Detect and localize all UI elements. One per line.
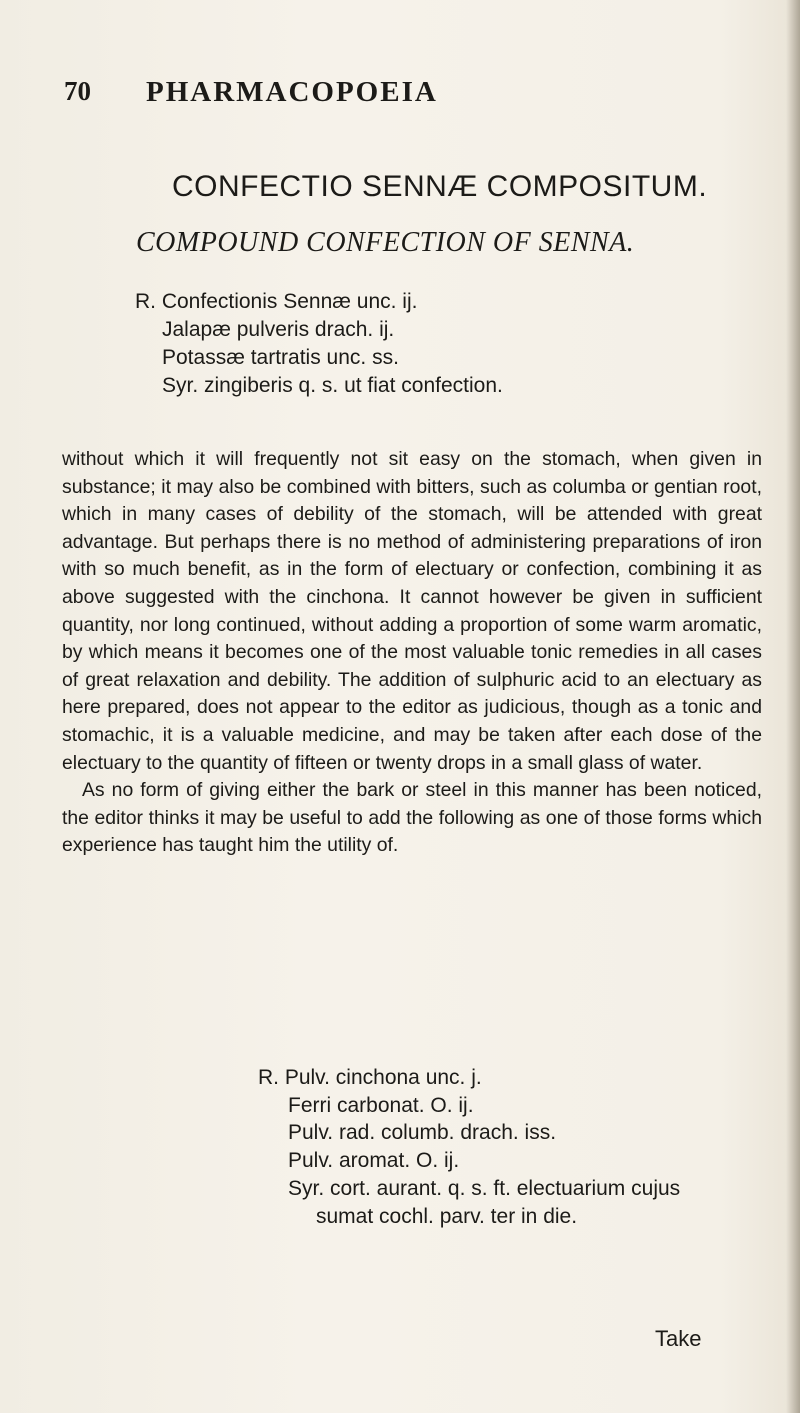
recipe-line: Jalapæ pulveris drach. ij. — [162, 318, 395, 341]
paragraph: without which it will frequently not sit easy on the stomach, when given in substance; it may also be combined with bitters, such as columba or gentian root, which in many cases of debility of the stomach, will be attended with great advantage. But perhaps there is no method of administering preparations of iron with so much benefit, as in the form of electuary or confection, combining it as above suggested with the cinchona. It cannot however be given in sufficient quantity, nor long continued, without adding a proportion of some warm aromatic, by which means it becomes one of the most valuable tonic remedies in all cases of great relaxation and debility. The addition of sulphuric acid to an electuary as here prepared, does not appear to the editor as judicious, though as a tonic and stomachic, it is a valuable medicine, and may be taken after each dose of the electuary to the quantity of fifteen or twenty drops in a small glass of water. — [62, 448, 762, 774]
body-text — [62, 446, 762, 860]
recipe-line: Potassæ tartratis unc. ss. — [162, 346, 399, 369]
page-header — [64, 76, 624, 116]
paragraph: As no form of giving either the bark or steel in this manner has been noticed, the editor thinks it may be useful to add the following as one of those forms which experience has taught him the utility of. — [62, 779, 762, 857]
recipe-line: R. Pulv. cinchona unc. j. — [258, 1066, 482, 1089]
recipe-line: sumat cochl. parv. ter in die. — [316, 1205, 578, 1228]
recipe-line: R. Confectionis Sennæ unc. ij. — [135, 290, 418, 313]
recipe-line: Ferri carbonat. O. ij. — [288, 1094, 474, 1117]
catchword: Take — [655, 1326, 702, 1351]
recipe-line: Pulv. rad. columb. drach. iss. — [288, 1121, 557, 1144]
recipe-line: Syr. zingiberis q. s. ut fiat confection. — [162, 374, 503, 397]
recipe-line: Syr. cort. aurant. q. s. ft. electuarium cujus — [288, 1177, 681, 1200]
section-subtitle: COMPOUND CONFECTION OF SENNA. — [136, 227, 635, 258]
page-gutter-shadow — [786, 0, 800, 1413]
running-title: PHARMACOPOEIA — [146, 76, 438, 108]
page-number: 70 — [64, 76, 91, 106]
section-title: CONFECTIO SENNÆ COMPOSITUM. — [172, 170, 708, 203]
recipe-line: Pulv. aromat. O. ij. — [288, 1149, 460, 1172]
